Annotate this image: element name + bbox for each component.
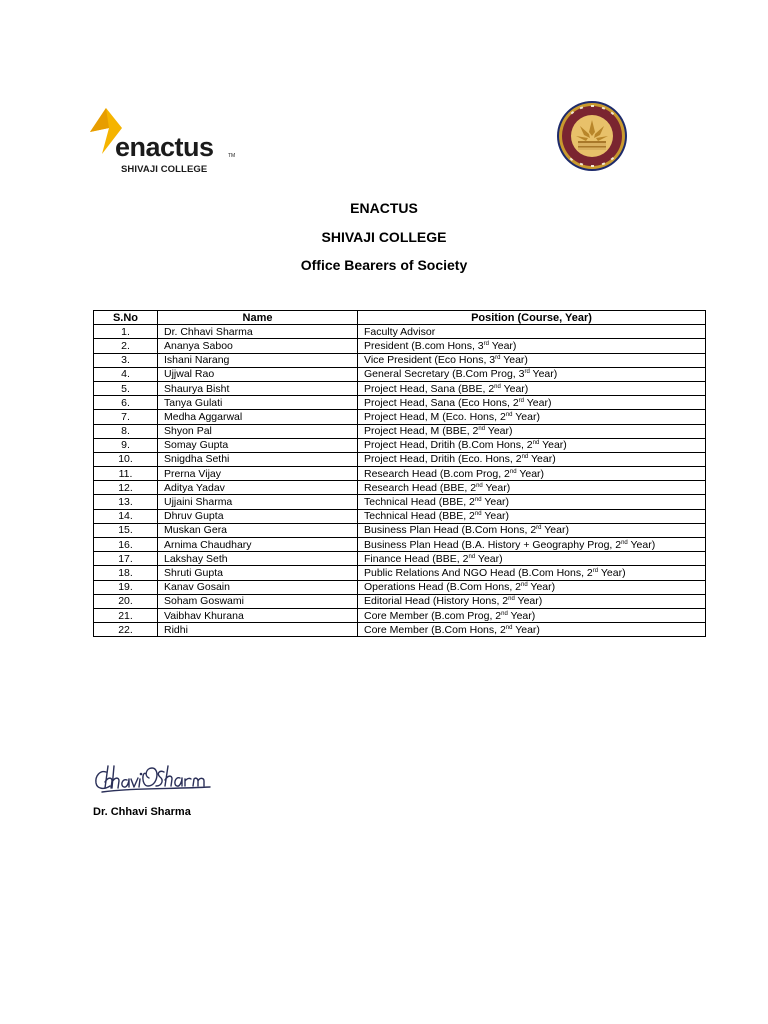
position-tail: Year)	[512, 410, 540, 423]
table-row	[94, 481, 706, 495]
cell-name: Medha Aggarwal	[158, 410, 358, 424]
ordinal-suffix: nd	[521, 582, 528, 589]
cell-position	[358, 438, 706, 452]
cell-sno: 13.	[94, 495, 158, 509]
column-header-sno: S.No	[94, 311, 158, 325]
table-row	[94, 509, 706, 523]
cell-position	[358, 325, 706, 339]
position-tail: Year)	[512, 623, 540, 636]
signatory-name: Dr. Chhavi Sharma	[93, 806, 191, 818]
position-tail: Year)	[527, 581, 556, 594]
heading-office-bearers: Office Bearers of Society	[300, 257, 468, 273]
cell-sno: 4.	[94, 367, 158, 381]
cell-name: Aditya Yadav	[158, 481, 358, 495]
cell-name: Shaurya Bisht	[158, 381, 358, 395]
cell-sno: 6.	[94, 396, 158, 410]
table-row	[94, 381, 706, 395]
table-header-row	[94, 311, 706, 325]
position-text: Project Head, M (Eco. Hons, 2	[364, 410, 506, 423]
enactus-logo	[90, 106, 250, 176]
position-tail: Year)	[500, 354, 528, 367]
cell-position	[358, 594, 706, 608]
cell-position	[358, 538, 706, 552]
cell-name: Muskan Gera	[158, 523, 358, 537]
ordinal-suffix: rd	[495, 355, 501, 362]
cell-position	[358, 523, 706, 537]
cell-sno: 14.	[94, 509, 158, 523]
cell-position	[358, 467, 706, 481]
position-text: Business Plan Head (B.A. History + Geography Prog, 2	[364, 538, 622, 551]
position-tail: Year)	[485, 425, 513, 438]
handwritten-signature	[92, 758, 222, 800]
cell-name: Shyon Pal	[158, 424, 358, 438]
table-row	[94, 339, 706, 353]
position-tail: Year)	[475, 552, 503, 565]
table-row	[94, 438, 706, 452]
position-tail: Year)	[528, 453, 556, 466]
ordinal-suffix: nd	[494, 383, 501, 390]
cell-name: Ujjaini Sharma	[158, 495, 358, 509]
position-tail: Year)	[500, 382, 529, 395]
cell-name: Vaibhav Khurana	[158, 608, 358, 622]
table-row	[94, 566, 706, 580]
cell-sno: 3.	[94, 353, 158, 367]
ordinal-suffix: nd	[505, 624, 513, 631]
position-text: Project Head, M (BBE, 2	[364, 425, 479, 438]
cell-name: Kanav Gosain	[158, 580, 358, 594]
cell-position	[358, 566, 706, 580]
cell-name: Lakshay Seth	[158, 552, 358, 566]
cell-name: Ishani Narang	[158, 353, 358, 367]
table-row	[94, 325, 706, 339]
cell-sno: 7.	[94, 410, 158, 424]
position-tail: Year)	[627, 538, 656, 551]
cell-position	[358, 608, 706, 622]
column-header-name: Name	[158, 311, 358, 325]
table-row	[94, 396, 706, 410]
cell-sno: 10.	[94, 452, 158, 466]
table-row	[94, 594, 706, 608]
cell-position	[358, 580, 706, 594]
table-row	[94, 552, 706, 566]
cell-position	[358, 623, 706, 637]
cell-sno: 12.	[94, 481, 158, 495]
position-text: Editorial Head (History Hons, 2	[364, 595, 509, 608]
cell-name: Arnima Chaudhary	[158, 538, 358, 552]
position-text: Project Head, Sana (BBE, 2	[364, 382, 495, 395]
column-header-position: Position (Course, Year)	[358, 311, 706, 325]
enactus-wordmark: enactus	[115, 132, 214, 162]
table-row	[94, 538, 706, 552]
cell-position	[358, 396, 706, 410]
ordinal-suffix: nd	[521, 454, 529, 461]
cell-name: Dhruv Gupta	[158, 509, 358, 523]
position-tail: Year)	[529, 368, 558, 381]
cell-name: Snigdha Sethi	[158, 452, 358, 466]
cell-sno: 21.	[94, 608, 158, 622]
cell-sno: 19.	[94, 580, 158, 594]
position-tail: Year)	[507, 609, 536, 622]
position-text: Core Member (B.Com Hons, 2	[364, 623, 506, 636]
position-text: Business Plan Head (B.Com Hons, 2	[364, 524, 537, 537]
cell-position	[358, 353, 706, 367]
ordinal-suffix: nd	[474, 497, 482, 504]
ordinal-suffix: nd	[501, 610, 508, 617]
ordinal-suffix: nd	[474, 511, 482, 518]
ordinal-suffix: nd	[476, 482, 483, 489]
position-text: Technical Head (BBE, 2	[364, 496, 475, 509]
university-seal-icon	[556, 100, 628, 172]
cell-name: Soham Goswami	[158, 594, 358, 608]
cell-sno: 8.	[94, 424, 158, 438]
cell-position	[358, 381, 706, 395]
position-tail: Year)	[488, 339, 517, 352]
cell-position	[358, 339, 706, 353]
cell-sno: 16.	[94, 538, 158, 552]
position-text: Research Head (B.com Prog, 2	[364, 467, 510, 480]
position-tail: Year)	[481, 510, 510, 523]
cell-position	[358, 452, 706, 466]
cell-position	[358, 367, 706, 381]
table-row	[94, 608, 706, 622]
heading-enactus: ENACTUS	[350, 200, 418, 216]
cell-sno: 20.	[94, 594, 158, 608]
position-text: Project Head, Dritih (B.Com Hons, 2	[364, 439, 533, 452]
table-row	[94, 523, 706, 537]
ordinal-suffix: rd	[483, 340, 489, 347]
ordinal-suffix: rd	[518, 397, 525, 404]
cell-name: Prerna Vijay	[158, 467, 358, 481]
cell-sno: 18.	[94, 566, 158, 580]
position-tail: Year)	[598, 566, 626, 579]
cell-position	[358, 410, 706, 424]
table-row	[94, 424, 706, 438]
position-tail: Year)	[482, 481, 511, 494]
cell-name: Ridhi	[158, 623, 358, 637]
cell-position	[358, 509, 706, 523]
ordinal-suffix: nd	[468, 553, 476, 560]
position-tail: Year)	[541, 524, 569, 537]
ordinal-suffix: rd	[592, 567, 599, 574]
table-row	[94, 580, 706, 594]
ordinal-suffix: rd	[524, 369, 530, 376]
ordinal-suffix: nd	[478, 426, 486, 433]
office-bearers-table	[93, 310, 706, 637]
position-text: Core Member (B.com Prog, 2	[364, 609, 502, 622]
enactus-tm: TM	[228, 153, 236, 159]
position-text: President (B.com Hons, 3	[364, 339, 484, 352]
cell-sno: 17.	[94, 552, 158, 566]
position-tail: Year)	[539, 439, 567, 452]
position-tail: Year)	[514, 595, 543, 608]
position-text: Project Head, Sana (Eco Hons, 2	[364, 396, 519, 409]
cell-position	[358, 495, 706, 509]
position-text: General Secretary (B.Com Prog, 3	[364, 368, 525, 381]
position-text: Finance Head (BBE, 2	[364, 552, 469, 565]
cell-sno: 1.	[94, 325, 158, 339]
table-row	[94, 452, 706, 466]
cell-sno: 9.	[94, 438, 158, 452]
cell-sno: 5.	[94, 381, 158, 395]
ordinal-suffix: nd	[508, 596, 515, 603]
table-row	[94, 467, 706, 481]
cell-name: Shruti Gupta	[158, 566, 358, 580]
position-text: Research Head (BBE, 2	[364, 481, 477, 494]
table-row	[94, 410, 706, 424]
ordinal-suffix: nd	[532, 440, 540, 447]
table-row	[94, 367, 706, 381]
position-text: Faculty Advisor	[364, 325, 436, 338]
cell-position	[358, 481, 706, 495]
position-text: Public Relations And NGO Head (B.Com Hons, 2	[364, 566, 593, 579]
table-row	[94, 353, 706, 367]
ordinal-suffix: nd	[505, 411, 513, 418]
ordinal-suffix: rd	[536, 525, 542, 532]
ordinal-suffix: nd	[509, 468, 517, 475]
position-tail: Year)	[516, 467, 545, 480]
cell-name: Ananya Saboo	[158, 339, 358, 353]
ordinal-suffix: nd	[621, 539, 628, 546]
cell-name: Tanya Gulati	[158, 396, 358, 410]
cell-name: Somay Gupta	[158, 438, 358, 452]
cell-position	[358, 552, 706, 566]
position-text: Vice President (Eco Hons, 3	[364, 354, 496, 367]
table-row	[94, 495, 706, 509]
position-tail: Year)	[524, 396, 552, 409]
position-text: Project Head, Dritih (Eco. Hons, 2	[364, 453, 522, 466]
cell-sno: 15.	[94, 523, 158, 537]
cell-sno: 11.	[94, 467, 158, 481]
cell-sno: 22.	[94, 623, 158, 637]
cell-name: Dr. Chhavi Sharma	[158, 325, 358, 339]
table-row	[94, 623, 706, 637]
cell-name: Ujjwal Rao	[158, 367, 358, 381]
position-tail: Year)	[481, 496, 510, 509]
enactus-subtitle: SHIVAJI COLLEGE	[121, 164, 208, 175]
position-text: Technical Head (BBE, 2	[364, 510, 475, 523]
cell-position	[358, 424, 706, 438]
position-text: Operations Head (B.Com Hons, 2	[364, 581, 521, 594]
cell-sno: 2.	[94, 339, 158, 353]
heading-college: SHIVAJI COLLEGE	[321, 229, 447, 245]
